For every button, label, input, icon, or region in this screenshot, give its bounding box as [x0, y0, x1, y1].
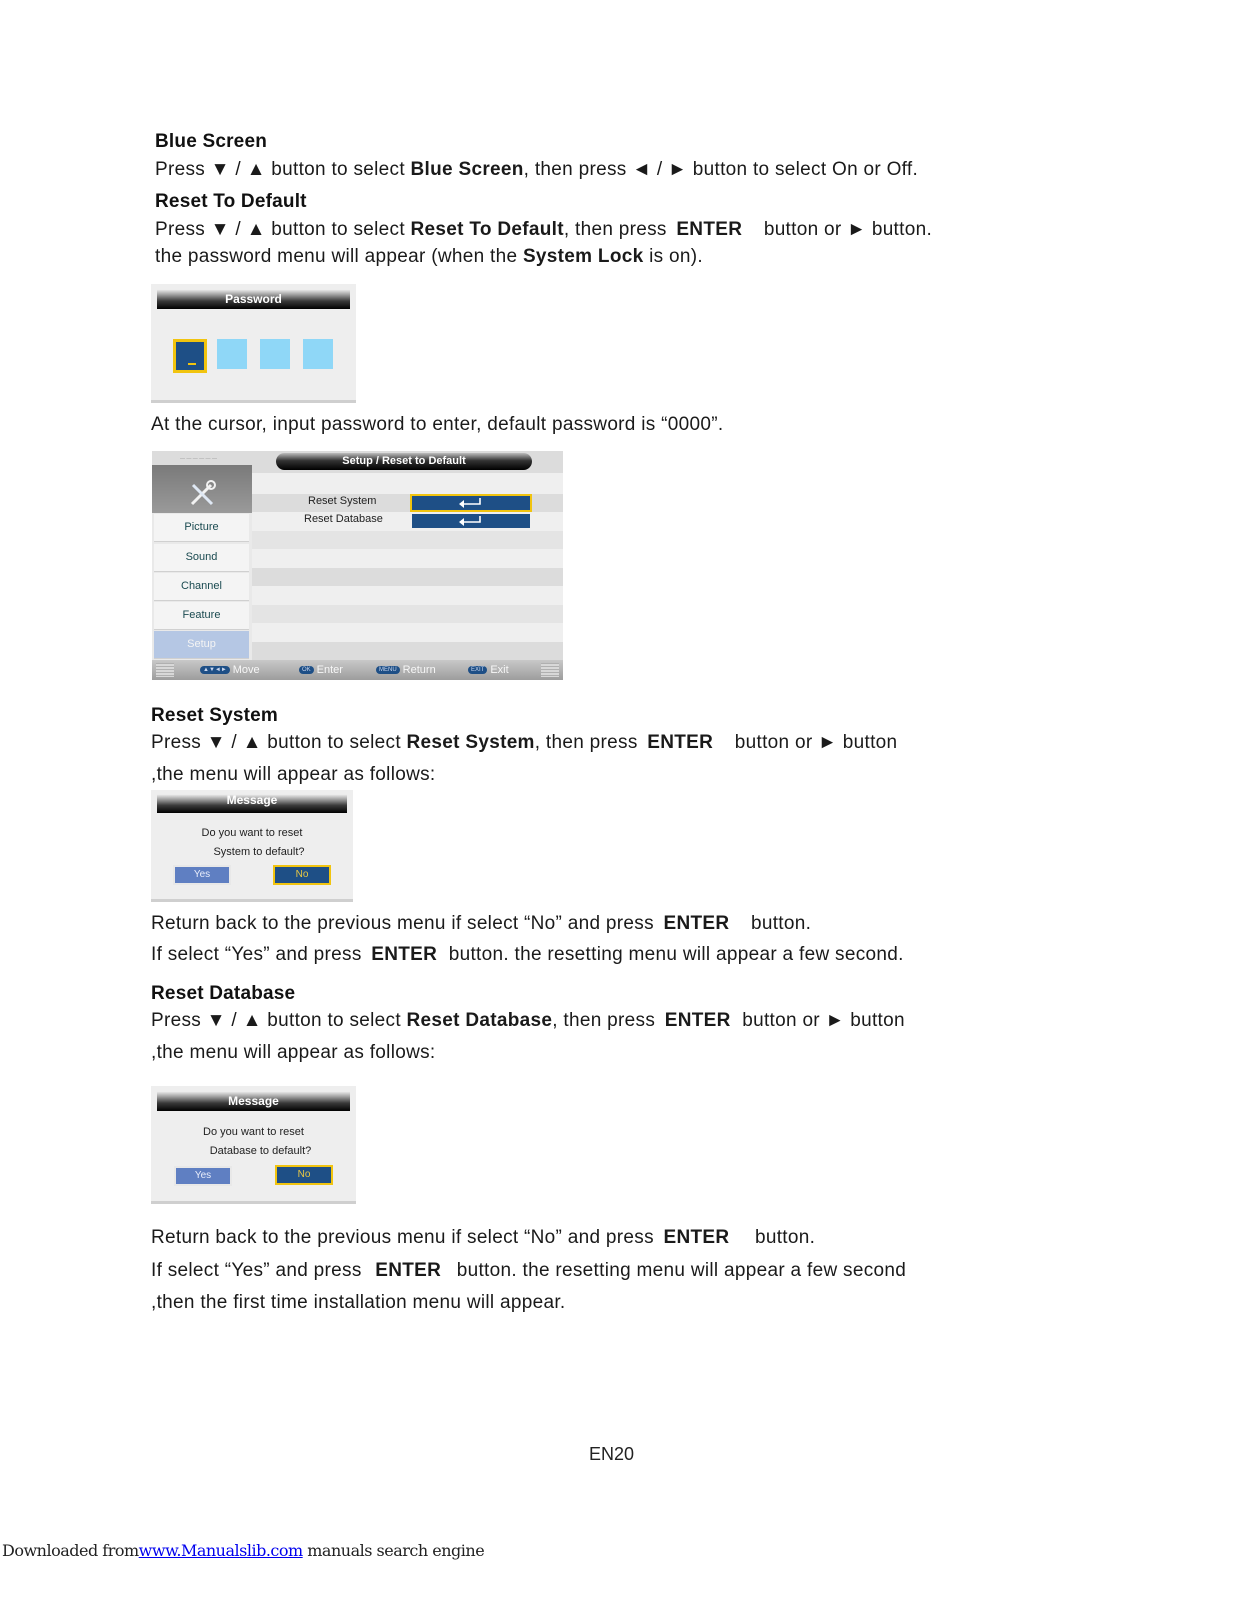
menu-header-small: — — — — — — — [180, 456, 217, 462]
footer-exit: EXIT Exit — [468, 660, 509, 680]
right-arrow-icon: ► — [847, 219, 867, 240]
reset-database-yes-button[interactable]: Yes — [174, 1166, 232, 1186]
paragraph-first-time-install: ,then the first time installation menu will appear. — [151, 1292, 566, 1313]
up-arrow-icon: ▲ — [246, 219, 266, 240]
paragraph-reset-database-follows: ,the menu will appear as follows: — [151, 1042, 436, 1063]
paragraph-blue-screen: Press ▼ / ▲ button to select Blue Screen, then press ◄ / ► button to select On or Off. — [155, 159, 919, 180]
row-stripe-5 — [252, 642, 563, 660]
paragraph-reset-database-yes: If select “Yes” and press ENTER button. the resetting menu will appear a few second — [151, 1260, 907, 1281]
ok-key-icon: OK — [299, 666, 314, 674]
right-arrow-icon: ► — [818, 732, 838, 753]
menu-title: Setup / Reset to Default — [276, 453, 532, 470]
menu-footer-bar — [152, 660, 563, 680]
heading-reset-database: Reset Database — [151, 983, 296, 1004]
down-arrow-icon: ▼ — [210, 159, 230, 180]
paragraph-reset-database: Press ▼ / ▲ button to select Reset Database, then press ENTER button or ► button — [151, 1010, 905, 1031]
row-label-reset-database: Reset Database — [304, 513, 383, 525]
down-arrow-icon: ▼ — [210, 219, 230, 240]
password-digit-3[interactable] — [260, 339, 290, 369]
heading-reset-to-default: Reset To Default — [155, 191, 307, 212]
right-arrow-icon: ► — [668, 159, 688, 180]
reset-system-yes-button[interactable]: Yes — [173, 865, 231, 885]
setup-menu-screenshot — [152, 451, 563, 680]
reset-database-dialog-title: Message — [157, 1091, 350, 1111]
menu-side-header — [152, 465, 252, 513]
reset-database-dialog-text-1: Do you want to reset — [203, 1126, 304, 1138]
reset-system-dialog-text-2: System to default? — [213, 846, 305, 858]
side-item-channel[interactable]: Channel — [154, 573, 249, 601]
enter-key-label: ENTER — [676, 219, 743, 240]
row-label-reset-system: Reset System — [308, 495, 377, 507]
side-item-sound[interactable]: Sound — [154, 544, 249, 572]
up-arrow-icon: ▲ — [242, 1010, 262, 1031]
password-dialog — [151, 284, 356, 403]
menu-key-icon: MENU — [376, 666, 400, 674]
reset-system-dialog-title: Message — [157, 794, 347, 813]
reset-system-button[interactable] — [410, 494, 532, 512]
down-arrow-icon: ▼ — [206, 1010, 226, 1031]
reset-database-button[interactable] — [412, 514, 530, 528]
footer-enter: OK Enter — [299, 660, 343, 680]
tools-icon — [187, 479, 217, 509]
row-stripe-4 — [252, 605, 563, 623]
row-stripe-3 — [252, 568, 563, 586]
footer-grip-left — [156, 663, 174, 677]
paragraph-reset-system-follows: ,the menu will appear as follows: — [151, 764, 436, 785]
reset-system-dialog — [151, 790, 353, 902]
footer-move: ▲▼◄► Move — [200, 660, 260, 680]
up-arrow-icon: ▲ — [242, 732, 262, 753]
reset-system-no-button[interactable]: No — [273, 865, 331, 885]
side-item-feature[interactable]: Feature — [154, 602, 249, 630]
side-item-setup[interactable]: Setup — [154, 631, 249, 659]
paragraph-password-appear: the password menu will appear (when the System Lock is on). — [155, 246, 703, 267]
exit-key-icon: EXIT — [468, 666, 487, 674]
enter-key-label: ENTER — [664, 1010, 731, 1031]
heading-blue-screen: Blue Screen — [155, 131, 268, 152]
password-note: At the cursor, input password to enter, default password is “0000”. — [151, 414, 724, 435]
password-digit-2[interactable] — [217, 339, 247, 369]
password-digit-1[interactable] — [173, 339, 207, 373]
enter-key-label: ENTER — [647, 732, 714, 753]
footer-grip-right — [541, 663, 559, 677]
password-dialog-title: Password — [157, 289, 350, 309]
page-number: EN20 — [589, 1444, 635, 1464]
paragraph-reset-system: Press ▼ / ▲ button to select Reset System, then press ENTER button or ► button — [151, 732, 898, 753]
download-footer: Downloaded fromwww.Manualslib.com manuals search engine — [2, 1541, 485, 1560]
side-item-picture[interactable]: Picture — [154, 514, 249, 542]
footer-return: MENU Return — [376, 660, 436, 680]
password-digit-4[interactable] — [303, 339, 333, 369]
reset-database-dialog-text-2: Database to default? — [209, 1145, 312, 1157]
down-arrow-icon: ▼ — [206, 732, 226, 753]
enter-key-label: ENTER — [663, 913, 730, 934]
enter-arrow-icon — [458, 497, 482, 509]
paragraph-reset-system-no: Return back to the previous menu if select “No” and press ENTER button. — [151, 913, 812, 934]
paragraph-reset-to-default: Press ▼ / ▲ button to select Reset To Default, then press ENTER button or ► button. — [155, 219, 933, 240]
enter-key-label: ENTER — [375, 1260, 442, 1281]
left-arrow-icon: ◄ — [632, 159, 652, 180]
enter-key-label: ENTER — [371, 944, 438, 965]
enter-arrow-icon — [458, 515, 482, 527]
right-arrow-icon: ► — [825, 1010, 845, 1031]
paragraph-reset-system-yes: If select “Yes” and press ENTER button. the resetting menu will appear a few second. — [151, 944, 904, 965]
manualslib-link[interactable]: www.Manualslib.com — [138, 1541, 303, 1560]
move-key-icon: ▲▼◄► — [200, 666, 230, 674]
reset-system-dialog-text-1: Do you want to reset — [201, 827, 303, 839]
reset-database-no-button[interactable]: No — [275, 1165, 333, 1185]
reset-database-dialog — [151, 1086, 356, 1204]
up-arrow-icon: ▲ — [246, 159, 266, 180]
row-stripe-2 — [252, 531, 563, 549]
enter-key-label: ENTER — [663, 1227, 730, 1248]
heading-reset-system: Reset System — [151, 705, 279, 726]
paragraph-reset-database-no: Return back to the previous menu if select “No” and press ENTER button. — [151, 1227, 816, 1248]
